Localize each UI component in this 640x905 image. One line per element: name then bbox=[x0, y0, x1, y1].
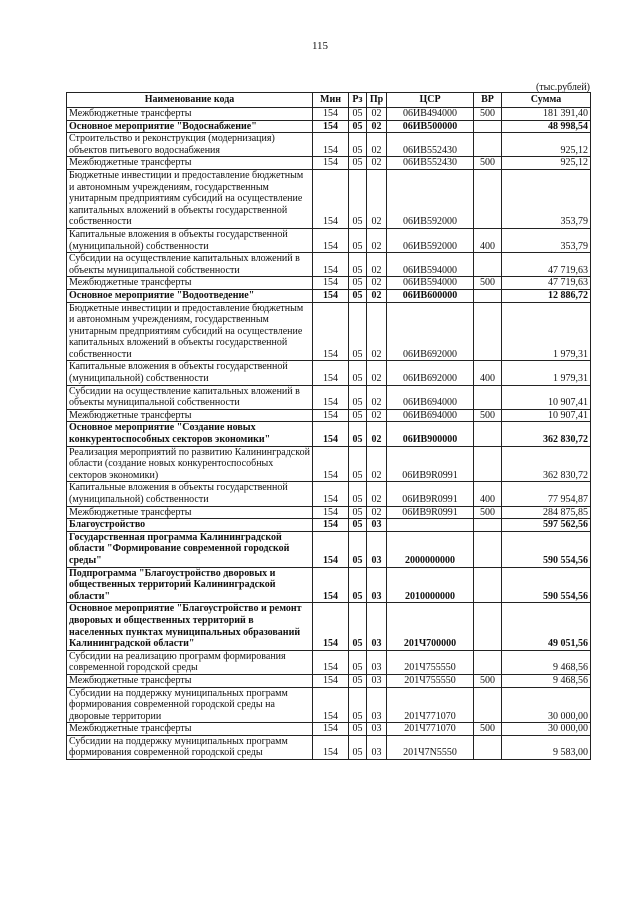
table-row bbox=[67, 735, 591, 759]
cell-vr bbox=[474, 253, 502, 277]
cell-rz: 05 bbox=[349, 482, 367, 506]
cell-pr: 03 bbox=[367, 723, 387, 736]
cell-csr: 06ИВ592000 bbox=[387, 228, 474, 252]
cell-min: 154 bbox=[313, 385, 349, 409]
cell-min: 154 bbox=[313, 674, 349, 687]
cell-min: 154 bbox=[313, 108, 349, 121]
cell-name: Государственная программа Калининградской области "Формирование современной городской среды" bbox=[67, 531, 313, 567]
cell-name: Межбюджетные трансферты bbox=[67, 108, 313, 121]
cell-csr: 06ИВ694000 bbox=[387, 409, 474, 422]
cell-sum: 48 998,54 bbox=[502, 120, 591, 133]
cell-min: 154 bbox=[313, 133, 349, 157]
cell-sum: 47 719,63 bbox=[502, 253, 591, 277]
cell-name: Межбюджетные трансферты bbox=[67, 157, 313, 170]
cell-pr: 02 bbox=[367, 108, 387, 121]
cell-sum: 30 000,00 bbox=[502, 687, 591, 723]
cell-csr: 06ИВ552430 bbox=[387, 157, 474, 170]
cell-sum: 181 391,40 bbox=[502, 108, 591, 121]
cell-min: 154 bbox=[313, 157, 349, 170]
cell-csr: 06ИВ592000 bbox=[387, 169, 474, 228]
cell-min: 154 bbox=[313, 302, 349, 361]
cell-pr: 03 bbox=[367, 674, 387, 687]
cell-csr: 06ИВ694000 bbox=[387, 385, 474, 409]
cell-pr: 02 bbox=[367, 133, 387, 157]
cell-pr: 03 bbox=[367, 519, 387, 532]
cell-vr: 400 bbox=[474, 228, 502, 252]
cell-sum: 1 979,31 bbox=[502, 302, 591, 361]
cell-sum: 925,12 bbox=[502, 133, 591, 157]
cell-min: 154 bbox=[313, 422, 349, 446]
cell-name: Межбюджетные трансферты bbox=[67, 674, 313, 687]
cell-name: Подпрограмма "Благоустройство дворовых и общественных территорий Калининградской области" bbox=[67, 567, 313, 603]
cell-rz: 05 bbox=[349, 650, 367, 674]
cell-min: 154 bbox=[313, 519, 349, 532]
header-rz: Рз bbox=[349, 93, 367, 108]
cell-pr: 03 bbox=[367, 687, 387, 723]
header-pr: Пр bbox=[367, 93, 387, 108]
cell-csr: 201Ч700000 bbox=[387, 603, 474, 650]
cell-rz: 05 bbox=[349, 519, 367, 532]
cell-csr: 06ИВ500000 bbox=[387, 120, 474, 133]
cell-sum: 362 830,72 bbox=[502, 446, 591, 482]
cell-vr bbox=[474, 120, 502, 133]
cell-min: 154 bbox=[313, 409, 349, 422]
cell-vr: 500 bbox=[474, 506, 502, 519]
cell-vr: 500 bbox=[474, 108, 502, 121]
cell-csr: 06ИВ692000 bbox=[387, 361, 474, 385]
cell-rz: 05 bbox=[349, 277, 367, 290]
cell-min: 154 bbox=[313, 120, 349, 133]
table-row bbox=[67, 157, 591, 170]
cell-min: 154 bbox=[313, 603, 349, 650]
cell-vr bbox=[474, 603, 502, 650]
header-csr: ЦСР bbox=[387, 93, 474, 108]
table-row bbox=[67, 723, 591, 736]
cell-vr bbox=[474, 422, 502, 446]
cell-sum: 49 051,56 bbox=[502, 603, 591, 650]
cell-sum: 9 583,00 bbox=[502, 735, 591, 759]
cell-sum: 1 979,31 bbox=[502, 361, 591, 385]
budget-table bbox=[66, 92, 591, 760]
cell-csr: 2010000000 bbox=[387, 567, 474, 603]
cell-vr bbox=[474, 650, 502, 674]
cell-pr: 02 bbox=[367, 506, 387, 519]
cell-rz: 05 bbox=[349, 169, 367, 228]
table-row bbox=[67, 133, 591, 157]
table-row bbox=[67, 302, 591, 361]
cell-rz: 05 bbox=[349, 603, 367, 650]
cell-min: 154 bbox=[313, 531, 349, 567]
cell-pr: 02 bbox=[367, 169, 387, 228]
cell-csr: 06ИВ9R0991 bbox=[387, 446, 474, 482]
cell-sum: 925,12 bbox=[502, 157, 591, 170]
cell-name: Благоустройство bbox=[67, 519, 313, 532]
cell-pr: 02 bbox=[367, 253, 387, 277]
cell-sum: 353,79 bbox=[502, 228, 591, 252]
cell-name: Основное мероприятие "Водоснабжение" bbox=[67, 120, 313, 133]
cell-rz: 05 bbox=[349, 133, 367, 157]
table-row bbox=[67, 506, 591, 519]
cell-csr: 2000000000 bbox=[387, 531, 474, 567]
cell-csr: 06ИВ594000 bbox=[387, 253, 474, 277]
table-row bbox=[67, 361, 591, 385]
cell-name: Межбюджетные трансферты bbox=[67, 506, 313, 519]
cell-pr: 02 bbox=[367, 422, 387, 446]
cell-csr: 201Ч771070 bbox=[387, 723, 474, 736]
table-row bbox=[67, 409, 591, 422]
cell-sum: 30 000,00 bbox=[502, 723, 591, 736]
cell-rz: 05 bbox=[349, 422, 367, 446]
header-name: Наименование кода bbox=[67, 93, 313, 108]
cell-min: 154 bbox=[313, 687, 349, 723]
cell-csr: 201Ч771070 bbox=[387, 687, 474, 723]
cell-name: Бюджетные инвестиции и предоставление бюджетным и автономным учреждениям, государственным унитарным предприятиям субсидий на осуществление капитальных вложений в объекты государственной собственности bbox=[67, 169, 313, 228]
cell-sum: 77 954,87 bbox=[502, 482, 591, 506]
cell-name: Субсидии на поддержку муниципальных программ формирования современной городской среды bbox=[67, 735, 313, 759]
cell-csr: 06ИВ552430 bbox=[387, 133, 474, 157]
cell-pr: 02 bbox=[367, 228, 387, 252]
cell-pr: 02 bbox=[367, 482, 387, 506]
cell-pr: 03 bbox=[367, 603, 387, 650]
cell-name: Основное мероприятие "Благоустройство и ремонт дворовых и общественных территорий в населенных пунктах муниципальных образований Калининградской области" bbox=[67, 603, 313, 650]
cell-csr: 06ИВ594000 bbox=[387, 277, 474, 290]
cell-rz: 05 bbox=[349, 289, 367, 302]
cell-min: 154 bbox=[313, 506, 349, 519]
cell-pr: 02 bbox=[367, 361, 387, 385]
cell-min: 154 bbox=[313, 169, 349, 228]
cell-pr: 02 bbox=[367, 120, 387, 133]
cell-name: Капитальные вложения в объекты государственной (муниципальной) собственности bbox=[67, 361, 313, 385]
cell-vr: 500 bbox=[474, 157, 502, 170]
cell-min: 154 bbox=[313, 567, 349, 603]
cell-name: Межбюджетные трансферты bbox=[67, 723, 313, 736]
table-row bbox=[67, 603, 591, 650]
cell-sum: 47 719,63 bbox=[502, 277, 591, 290]
cell-name: Бюджетные инвестиции и предоставление бюджетным и автономным учреждениям, государственным унитарным предприятиям субсидий на осуществление капитальных вложений в объекты государственной собственности bbox=[67, 302, 313, 361]
header-vr: ВР bbox=[474, 93, 502, 108]
cell-vr bbox=[474, 385, 502, 409]
cell-name: Субсидии на осуществление капитальных вложений в объекты муниципальной собственности bbox=[67, 253, 313, 277]
cell-pr: 03 bbox=[367, 531, 387, 567]
cell-rz: 05 bbox=[349, 687, 367, 723]
cell-pr: 02 bbox=[367, 157, 387, 170]
cell-vr: 500 bbox=[474, 277, 502, 290]
cell-name: Капитальные вложения в объекты государственной (муниципальной) собственности bbox=[67, 228, 313, 252]
units-label: (тыс.рублей) bbox=[535, 82, 590, 93]
cell-sum: 10 907,41 bbox=[502, 385, 591, 409]
cell-name: Субсидии на реализацию программ формирования современной городской среды bbox=[67, 650, 313, 674]
cell-min: 154 bbox=[313, 289, 349, 302]
cell-min: 154 bbox=[313, 228, 349, 252]
cell-rz: 05 bbox=[349, 531, 367, 567]
cell-sum: 597 562,56 bbox=[502, 519, 591, 532]
cell-pr: 02 bbox=[367, 277, 387, 290]
cell-min: 154 bbox=[313, 723, 349, 736]
table-row bbox=[67, 687, 591, 723]
cell-csr: 201Ч755550 bbox=[387, 650, 474, 674]
cell-csr: 06ИВ494000 bbox=[387, 108, 474, 121]
cell-csr: 201Ч7N5550 bbox=[387, 735, 474, 759]
header-sum: Сумма bbox=[502, 93, 591, 108]
cell-rz: 05 bbox=[349, 361, 367, 385]
cell-name: Строительство и реконструкция (модернизация) объектов питьевого водоснабжения bbox=[67, 133, 313, 157]
cell-pr: 02 bbox=[367, 385, 387, 409]
table-row bbox=[67, 277, 591, 290]
cell-csr: 06ИВ692000 bbox=[387, 302, 474, 361]
table-row bbox=[67, 228, 591, 252]
table-row bbox=[67, 385, 591, 409]
table-row bbox=[67, 253, 591, 277]
cell-vr: 400 bbox=[474, 482, 502, 506]
cell-vr bbox=[474, 289, 502, 302]
cell-sum: 9 468,56 bbox=[502, 650, 591, 674]
cell-min: 154 bbox=[313, 650, 349, 674]
cell-pr: 02 bbox=[367, 446, 387, 482]
cell-vr bbox=[474, 169, 502, 228]
cell-pr: 03 bbox=[367, 567, 387, 603]
cell-sum: 284 875,85 bbox=[502, 506, 591, 519]
cell-vr bbox=[474, 687, 502, 723]
cell-sum: 10 907,41 bbox=[502, 409, 591, 422]
table-row bbox=[67, 519, 591, 532]
cell-vr bbox=[474, 133, 502, 157]
cell-sum: 9 468,56 bbox=[502, 674, 591, 687]
table-row bbox=[67, 289, 591, 302]
table-row bbox=[67, 674, 591, 687]
cell-rz: 05 bbox=[349, 385, 367, 409]
cell-csr: 06ИВ900000 bbox=[387, 422, 474, 446]
cell-csr: 06ИВ9R0991 bbox=[387, 506, 474, 519]
cell-min: 154 bbox=[313, 735, 349, 759]
table-row bbox=[67, 422, 591, 446]
table-row bbox=[67, 169, 591, 228]
cell-rz: 05 bbox=[349, 723, 367, 736]
cell-vr bbox=[474, 519, 502, 532]
cell-vr: 500 bbox=[474, 674, 502, 687]
cell-rz: 05 bbox=[349, 120, 367, 133]
cell-rz: 05 bbox=[349, 108, 367, 121]
cell-min: 154 bbox=[313, 482, 349, 506]
cell-sum: 590 554,56 bbox=[502, 531, 591, 567]
cell-pr: 02 bbox=[367, 409, 387, 422]
cell-min: 154 bbox=[313, 253, 349, 277]
cell-vr bbox=[474, 531, 502, 567]
table-row bbox=[67, 120, 591, 133]
cell-rz: 05 bbox=[349, 409, 367, 422]
cell-sum: 362 830,72 bbox=[502, 422, 591, 446]
cell-rz: 05 bbox=[349, 735, 367, 759]
cell-min: 154 bbox=[313, 446, 349, 482]
cell-name: Основное мероприятие "Водоотведение" bbox=[67, 289, 313, 302]
table-row bbox=[67, 567, 591, 603]
cell-csr bbox=[387, 519, 474, 532]
cell-min: 154 bbox=[313, 361, 349, 385]
cell-rz: 05 bbox=[349, 157, 367, 170]
cell-csr: 06ИВ600000 bbox=[387, 289, 474, 302]
cell-name: Реализация мероприятий по развитию Калининградской области (создание новых конкурентоспособных секторов экономики) bbox=[67, 446, 313, 482]
cell-name: Субсидии на осуществление капитальных вложений в объекты муниципальной собственности bbox=[67, 385, 313, 409]
cell-min: 154 bbox=[313, 277, 349, 290]
cell-csr: 06ИВ9R0991 bbox=[387, 482, 474, 506]
cell-vr: 500 bbox=[474, 723, 502, 736]
cell-vr bbox=[474, 735, 502, 759]
table-row bbox=[67, 482, 591, 506]
cell-vr bbox=[474, 446, 502, 482]
cell-name: Капитальные вложения в объекты государственной (муниципальной) собственности bbox=[67, 482, 313, 506]
table-row bbox=[67, 446, 591, 482]
cell-pr: 02 bbox=[367, 302, 387, 361]
cell-sum: 12 886,72 bbox=[502, 289, 591, 302]
cell-rz: 05 bbox=[349, 253, 367, 277]
cell-vr: 500 bbox=[474, 409, 502, 422]
cell-rz: 05 bbox=[349, 506, 367, 519]
cell-name: Межбюджетные трансферты bbox=[67, 277, 313, 290]
table-row bbox=[67, 650, 591, 674]
cell-name: Межбюджетные трансферты bbox=[67, 409, 313, 422]
table-row bbox=[67, 531, 591, 567]
cell-pr: 03 bbox=[367, 650, 387, 674]
cell-csr: 201Ч755550 bbox=[387, 674, 474, 687]
cell-rz: 05 bbox=[349, 674, 367, 687]
cell-sum: 590 554,56 bbox=[502, 567, 591, 603]
table-row bbox=[67, 108, 591, 121]
cell-vr bbox=[474, 567, 502, 603]
cell-pr: 03 bbox=[367, 735, 387, 759]
table-header-row bbox=[67, 93, 591, 108]
cell-sum: 353,79 bbox=[502, 169, 591, 228]
cell-rz: 05 bbox=[349, 446, 367, 482]
cell-name: Субсидии на поддержку муниципальных программ формирования современной городской среды на дворовые территории bbox=[67, 687, 313, 723]
header-min: Мин bbox=[313, 93, 349, 108]
cell-pr: 02 bbox=[367, 289, 387, 302]
cell-rz: 05 bbox=[349, 228, 367, 252]
cell-rz: 05 bbox=[349, 567, 367, 603]
page-number: 115 bbox=[311, 40, 329, 52]
cell-rz: 05 bbox=[349, 302, 367, 361]
cell-vr: 400 bbox=[474, 361, 502, 385]
cell-vr bbox=[474, 302, 502, 361]
cell-name: Основное мероприятие "Создание новых конкурентоспособных секторов экономики" bbox=[67, 422, 313, 446]
